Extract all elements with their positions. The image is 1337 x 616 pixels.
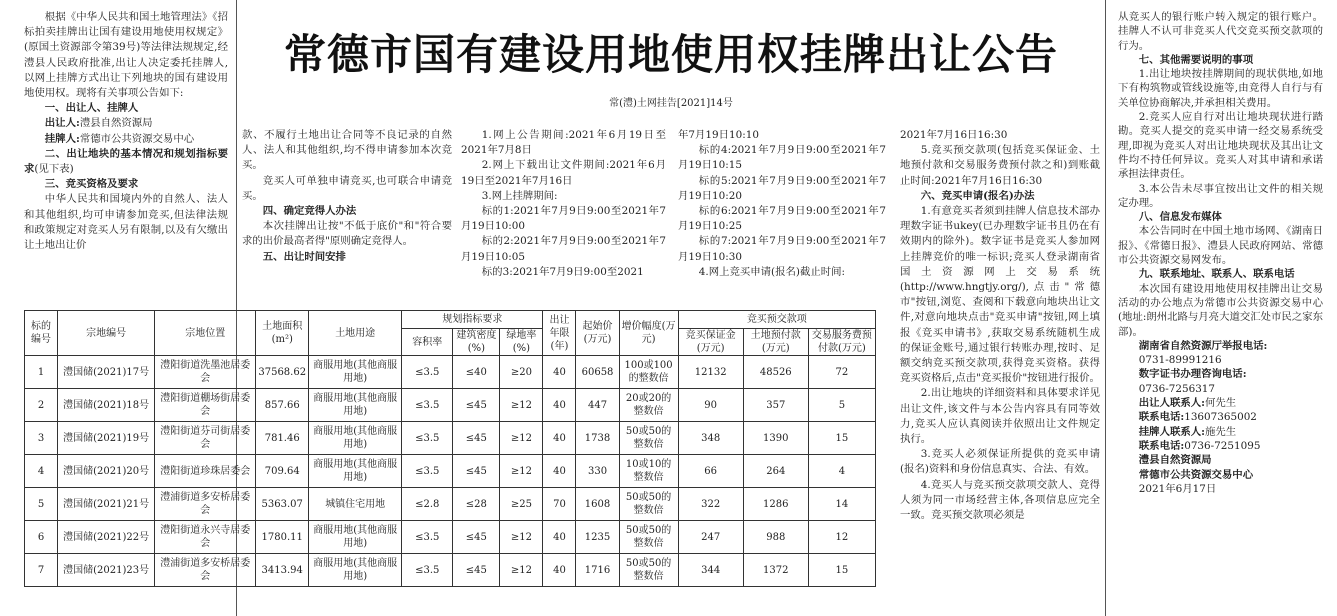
schedule-line-1: 1.网上公告期间:2021年6月19日至2021年7月8日: [461, 129, 666, 157]
schedule-line-7: 年7月19日10:10: [678, 129, 759, 141]
section-5-heading: 五、出让时间安排: [262, 250, 346, 263]
cell-step: 50或50的整数倍: [619, 488, 678, 521]
cell-land: 357: [743, 389, 808, 422]
schedule-line-6: 标的3:2021年7月9日9:00至2021: [481, 265, 644, 278]
column-2: [242, 128, 452, 265]
cell-years: 40: [543, 356, 576, 389]
cell-years: 70: [543, 488, 576, 521]
column-3: [461, 128, 666, 280]
cell-green: ≥25: [500, 488, 543, 521]
cell-step: 20或20的整数倍: [619, 389, 678, 422]
parcel-table-body: [25, 356, 876, 587]
cell-land: 1286: [743, 488, 808, 521]
cell-code: 澧国储(2021)22号: [58, 521, 155, 554]
cell-density: ≤28: [453, 488, 500, 521]
cell-years: 40: [543, 422, 576, 455]
cell-loc: 澧浦街道多安桥居委会: [155, 488, 256, 521]
cell-far: ≤3.5: [402, 422, 453, 455]
section-2-title: 二、出让地块的基本情况和规划指标要求: [24, 147, 228, 176]
header-density: 建筑密度(%): [453, 329, 500, 356]
col2-paragraph-1: 款、不履行土地出让合同等不良记录的自然人、法人和其他组织,均不得申请参加本次竞买。: [242, 129, 452, 172]
cell-far: ≤2.8: [402, 488, 453, 521]
table-row: [25, 455, 876, 488]
report-phone-value: 0731-89991216: [1138, 354, 1222, 367]
header-no: 标的编号: [25, 311, 58, 356]
cell-deposit: 66: [678, 455, 743, 488]
section-6-heading: 六、竞买申请(报名)办法: [920, 189, 1035, 202]
transferor-phone: [1118, 410, 1323, 424]
cell-no: 5: [25, 488, 58, 521]
column-rule-right: [1105, 0, 1106, 616]
schedule-line-12: 4.网上竞买申请(报名)截止时间:: [698, 265, 846, 278]
cell-use: 商服用地(其他商服用地): [309, 422, 402, 455]
col5-paragraph-2: 1.有意竞买者须到挂牌人信息技术部办理数字证书ukey(已办理数字证书且仍在有效期内的除外)。数字证书是竞买人参加网上挂牌竞价的唯一标识;竞买人登录湖南省国土资源网上交易系统(http://www.hngtjy.org/),点击"常德市"按钮,浏览、查阅和下载意向地块出让文件,对意向地块点击"竞买申请"按钮,网上填报《竞买申请书》,获取交易系统随机生成的保证金账号,通过银行转账办理,按时、足额交纳竞买预交款项,获得竞买资格。获得竞买资格后,点击"竞买报价"按钮进行报价。: [900, 205, 1100, 385]
cell-use: 商服用地(其他商服用地): [309, 389, 402, 422]
cell-loc: 澧阳街道洗墨池居委会: [155, 356, 256, 389]
cell-use: 商服用地(其他商服用地): [309, 455, 402, 488]
cell-fee: 15: [808, 554, 875, 587]
cell-no: 4: [25, 455, 58, 488]
col6-paragraph-4: 本公告同时在中国土地市场网、《湖南日报》、《常德日报》、澧县人民政府网站、常德市公共资源交易网发布。: [1118, 225, 1323, 267]
cell-years: 40: [543, 521, 576, 554]
col6-paragraph-0: 从竞买人的银行账户转入规定的银行账户。挂牌人不认可非竞买人代交竞买预交款项的行为。: [1118, 11, 1323, 52]
cell-no: 7: [25, 554, 58, 587]
col6-paragraph-5: 本次国有建设用地使用权挂牌出让交易活动的办公地点为常德市公共资源交易中心(地址:朗州北路与月亮大道交汇处市民之家东部)。: [1118, 282, 1323, 338]
lister-line: [24, 132, 228, 147]
column-1: [24, 10, 228, 253]
cell-deposit: 348: [678, 422, 743, 455]
signature-date: 2021年6月17日: [1138, 482, 1217, 495]
lister-contact-label: 挂牌人联系人:: [1138, 425, 1205, 438]
header-prepay: 竞买预交款项: [678, 311, 875, 329]
cell-code: 澧国储(2021)21号: [58, 488, 155, 521]
cell-step: 50或50的整数倍: [619, 554, 678, 587]
cell-code: 澧国储(2021)18号: [58, 389, 155, 422]
col6-paragraph-3: 3.本公告未尽事宜按出让文件的相关规定办理。: [1118, 182, 1323, 209]
table-row: [25, 554, 876, 587]
cell-fee: 5: [808, 389, 875, 422]
header-area: 土地面积(m²): [256, 311, 309, 356]
header-green: 绿地率(%): [500, 329, 543, 356]
cell-start: 447: [576, 389, 619, 422]
section-3-heading: 三、竞买资格及要求: [44, 178, 139, 191]
section-1-heading: 一、出让人、挂牌人: [44, 102, 139, 115]
cell-land: 1372: [743, 554, 808, 587]
col5-paragraph-5: 4.竞买人与竞买预交款项交款人、竞得人须为同一市场经营主体,各项信息应完全一致。竞买预交款项必须是: [900, 478, 1100, 522]
cell-far: ≤3.5: [402, 389, 453, 422]
section-3-text: 中华人民共和国境内外的自然人、法人和其他组织,均可申请参加竞买,但法律法规和政策规定对竞买人另有限制,以及有欠缴出让土地出让价: [24, 193, 228, 252]
transferor-label: 出让人:: [44, 117, 80, 130]
signature-2: 常德市公共资源交易中心: [1138, 468, 1254, 481]
cell-step: 10或10的整数倍: [619, 455, 678, 488]
header-increment: 增价幅度(万元): [619, 311, 678, 356]
schedule-line-2: 2.网上下载出让文件期间:2021年6月19日至2021年7月16日: [461, 159, 666, 187]
cell-deposit: 344: [678, 554, 743, 587]
cell-far: ≤3.5: [402, 554, 453, 587]
report-phone-label: 湖南省自然资源厅举报电话:: [1138, 339, 1268, 352]
section-8-heading: 八、信息发布媒体: [1138, 211, 1222, 224]
section-2-heading: [24, 147, 228, 177]
cell-code: 澧国储(2021)17号: [58, 356, 155, 389]
cell-start: 1235: [576, 521, 619, 554]
transferor-phone-label: 联系电话:: [1138, 411, 1185, 424]
table-row: [25, 389, 876, 422]
cell-start: 1738: [576, 422, 619, 455]
column-4: [678, 128, 886, 280]
cell-area: 5363.07: [256, 488, 309, 521]
cell-area: 3413.94: [256, 554, 309, 587]
schedule-line-8: 标的4:2021年7月9日9:00至2021年7月19日10:15: [678, 144, 886, 172]
col2-paragraph-2: 竞买人可单独申请竞买,也可联合申请竞买。: [242, 174, 452, 202]
cell-land: 48526: [743, 356, 808, 389]
lister-contact: [1118, 425, 1323, 439]
cell-density: ≤45: [453, 422, 500, 455]
lister-value: 常德市公共资源交易中心: [79, 132, 195, 145]
section-7-heading: 七、其他需要说明的事项: [1138, 53, 1254, 66]
schedule-line-5: 标的2:2021年7月9日9:00至2021年7月19日10:05: [461, 235, 666, 263]
cell-start: 330: [576, 455, 619, 488]
lister-phone-label: 联系电话:: [1138, 439, 1185, 452]
cell-years: 40: [543, 554, 576, 587]
header-deposit: 竞买保证金(万元): [678, 329, 743, 356]
header-location: 宗地位置: [155, 311, 256, 356]
cell-loc: 澧浦街道多安桥居委会: [155, 554, 256, 587]
header-code: 宗地编号: [58, 311, 155, 356]
cell-fee: 14: [808, 488, 875, 521]
section-4-heading: 四、确定竞得人办法: [262, 205, 357, 218]
lister-phone-value: 0736-7251095: [1184, 439, 1261, 452]
col6-paragraph-2: 2.竞买人应自行对出让地块现状进行踏勘。竞买人提交的竞买申请一经交易系统受理,即视为竞买人对出让地块现状及其出让文件均不持任何异议。竞买人对其申请和承诺承担法律责任。: [1118, 111, 1323, 181]
header-plan: 规划指标要求: [402, 311, 543, 329]
transferor-contact: [1118, 396, 1323, 410]
cell-density: ≤45: [453, 521, 500, 554]
cell-loc: 澧阳街道永兴寺居委会: [155, 521, 256, 554]
cell-deposit: 322: [678, 488, 743, 521]
cell-green: ≥12: [500, 521, 543, 554]
cert-phone-value: 0736-7256317: [1138, 382, 1216, 395]
schedule-line-11: 标的7:2021年7月9日9:00至2021年7月19日10:30: [678, 235, 886, 263]
cert-phone-label: 数字证书办理咨询电话:: [1138, 368, 1247, 381]
cell-years: 40: [543, 455, 576, 488]
cell-area: 781.46: [256, 422, 309, 455]
transferor-contact-label: 出让人联系人:: [1138, 397, 1205, 410]
cell-green: ≥12: [500, 455, 543, 488]
cell-land: 264: [743, 455, 808, 488]
document-number: 常(澧)土网挂告[2021]14号: [609, 98, 733, 109]
cell-fee: 15: [808, 422, 875, 455]
cell-code: 澧国储(2021)23号: [58, 554, 155, 587]
cell-no: 2: [25, 389, 58, 422]
col5-paragraph-3: 2.出让地块的详细资料和具体要求详见出让文件,该文件与本公告内容具有同等效力,竞买人应认真阅读并依照出让文件规定执行。: [900, 387, 1100, 446]
col2-paragraph-3: 本次挂牌出让按"不低于底价"和"符合要求的出价最高者得"原则确定竞得人。: [242, 220, 452, 248]
header-years: 出让年限(年): [543, 311, 576, 356]
cell-use: 城镇住宅用地: [309, 488, 402, 521]
schedule-line-4: 标的1:2021年7月9日9:00至2021年7月19日10:00: [461, 205, 666, 233]
cell-green: ≥12: [500, 389, 543, 422]
cell-land: 1390: [743, 422, 808, 455]
cell-green: ≥20: [500, 356, 543, 389]
cell-area: 857.66: [256, 389, 309, 422]
cell-step: 50或50的整数倍: [619, 422, 678, 455]
table-row: [25, 488, 876, 521]
cell-green: ≥12: [500, 422, 543, 455]
table-row: [25, 356, 876, 389]
cell-start: 60658: [576, 356, 619, 389]
cell-no: 6: [25, 521, 58, 554]
cell-area: 1780.11: [256, 521, 309, 554]
intro-paragraph: 根据《中华人民共和国土地管理法》《招标拍卖挂牌出让国有建设用地使用权规定》(原国土资源部令第39号)等法律法规规定,经澧县人民政府批准,出让人决定委托挂牌人,以网上挂牌方式出让下列地块的国有建设用地使用权。现将有关事项公告如下:: [24, 11, 228, 100]
col5-paragraph-1: 5.竞买预交款项(包括竞买保证金、土地预付款和交易服务费预付款之和)到账截止时间:2021年7月16日16:30: [900, 144, 1100, 187]
cell-far: ≤3.5: [402, 356, 453, 389]
header-fee: 交易服务费预付款(万元): [808, 329, 875, 356]
header-far: 容积率: [402, 329, 453, 356]
lister-phone: [1118, 439, 1323, 453]
signature-1: 澧县自然资源局: [1138, 454, 1212, 467]
cell-deposit: 247: [678, 521, 743, 554]
header-use: 土地用途: [309, 311, 402, 356]
cell-loc: 澧阳街道棚场街居委会: [155, 389, 256, 422]
cell-green: ≥12: [500, 554, 543, 587]
cell-deposit: 12132: [678, 356, 743, 389]
cell-code: 澧国储(2021)20号: [58, 455, 155, 488]
cell-area: 37568.62: [256, 356, 309, 389]
column-6: [1118, 10, 1323, 496]
cell-density: ≤45: [453, 389, 500, 422]
cell-start: 1608: [576, 488, 619, 521]
section-2-note: (见下表): [34, 163, 74, 176]
cell-use: 商服用地(其他商服用地): [309, 554, 402, 587]
col6-paragraph-1: 1.出让地块按挂牌期间的现状供地,如地下有构筑物或管线设施等,由竞得人自行与有关单位协商解决,并承担相关费用。: [1118, 68, 1323, 109]
parcel-table: [24, 310, 876, 587]
cell-density: ≤45: [453, 554, 500, 587]
schedule-line-10: 标的6:2021年7月9日9:00至2021年7月19日10:25: [678, 205, 886, 233]
cell-fee: 12: [808, 521, 875, 554]
header-land-prepay: 土地预付款(万元): [743, 329, 808, 356]
schedule-line-3: 3.网上挂牌期间:: [481, 189, 558, 202]
cell-code: 澧国储(2021)19号: [58, 422, 155, 455]
cell-step: 50或50的整数倍: [619, 521, 678, 554]
lister-contact-value: 施先生: [1204, 425, 1237, 438]
cell-fee: 72: [808, 356, 875, 389]
cell-fee: 4: [808, 455, 875, 488]
cell-loc: 澧阳街道珍珠居委会: [155, 455, 256, 488]
cell-far: ≤3.5: [402, 455, 453, 488]
schedule-line-9: 标的5:2021年7月9日9:00至2021年7月19日10:20: [678, 174, 886, 202]
col5-paragraph-4: 3.竞买人必须保证所提供的竞买申请(报名)资料和身份信息真实、合法、有效。: [900, 448, 1100, 476]
table-row: [25, 521, 876, 554]
table-row: [25, 422, 876, 455]
header-start-price: 起始价(万元): [576, 311, 619, 356]
cell-deposit: 90: [678, 389, 743, 422]
transferor-value: 澧县自然资源局: [79, 117, 153, 130]
cell-area: 709.64: [256, 455, 309, 488]
cell-loc: 澧阳街道芬司街居委会: [155, 422, 256, 455]
transferor-contact-value: 何先生: [1204, 397, 1237, 410]
transferor-line: [24, 116, 228, 131]
cell-density: ≤45: [453, 455, 500, 488]
page-title: 常德市国有建设用地使用权挂牌出让公告: [283, 30, 1058, 79]
transferor-phone-value: 13607365002: [1184, 411, 1257, 424]
cell-land: 988: [743, 521, 808, 554]
cell-density: ≤40: [453, 356, 500, 389]
cell-step: 100或100的整数倍: [619, 356, 678, 389]
cell-start: 1716: [576, 554, 619, 587]
cell-years: 40: [543, 389, 576, 422]
lister-label: 挂牌人:: [44, 132, 80, 145]
section-9-heading: 九、联系地址、联系人、联系电话: [1138, 268, 1295, 281]
col5-deadline: 2021年7月16日16:30: [900, 129, 1008, 141]
cell-no: 1: [25, 356, 58, 389]
cell-no: 3: [25, 422, 58, 455]
cell-far: ≤3.5: [402, 521, 453, 554]
cell-use: 商服用地(其他商服用地): [309, 521, 402, 554]
cell-use: 商服用地(其他商服用地): [309, 356, 402, 389]
column-5: [900, 128, 1100, 523]
